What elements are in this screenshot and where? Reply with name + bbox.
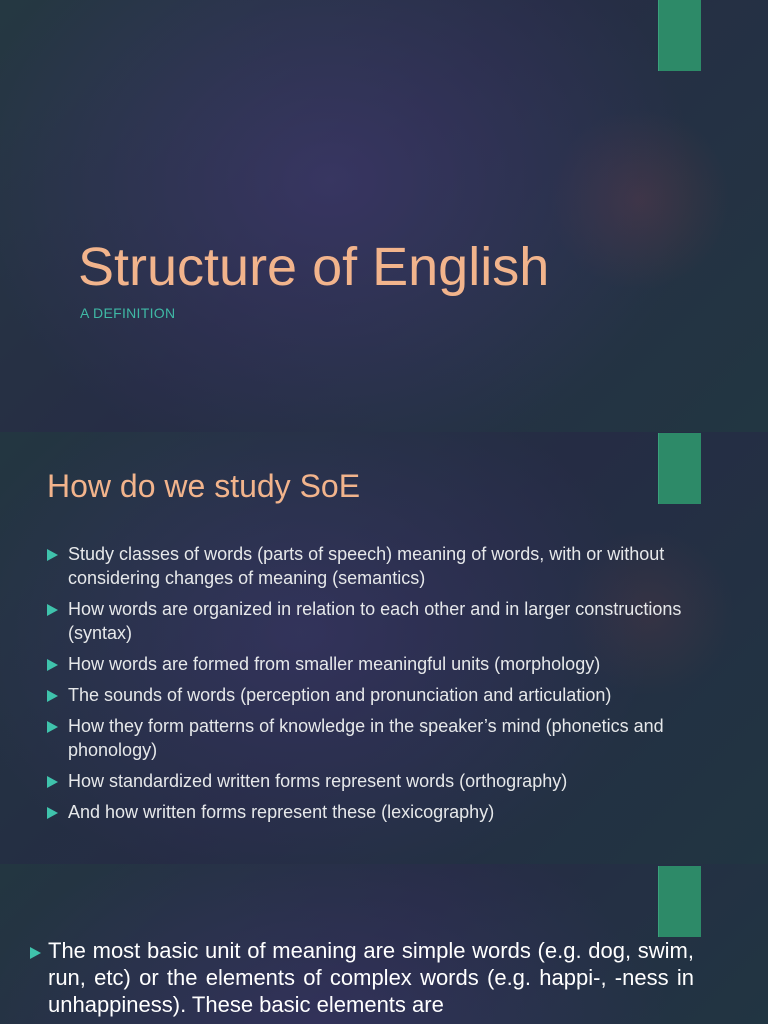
bullet-arrow-icon (47, 807, 58, 819)
slide-title (0, 0, 768, 432)
bullet-arrow-icon (47, 721, 58, 733)
bullet-text: How words are organized in relation to each other and in larger constructions (syntax) (68, 599, 682, 643)
bullet-arrow-icon (47, 604, 58, 616)
list-item (47, 652, 737, 676)
bullet-arrow-icon (47, 776, 58, 788)
slide-accent-tab (658, 866, 701, 937)
bullet-arrow-icon (30, 947, 41, 959)
slide-title-heading: Structure of English (78, 237, 550, 297)
bullet-text: The sounds of words (perception and pronunciation and articulation) (68, 685, 612, 705)
paragraph-text: The most basic unit of meaning are simple words (e.g. dog, swim, run, etc) or the elements of complex words (e.g. happi-, -ness in unhappiness). These basic elements are (48, 938, 694, 1017)
slide-basic-units (0, 864, 768, 1024)
slide-subtitle: A DEFINITION (80, 305, 176, 321)
bullet-arrow-icon (47, 549, 58, 561)
slide-study-methods (0, 432, 768, 864)
list-item (47, 542, 737, 590)
bullet-text: How standardized written forms represent words (orthography) (68, 771, 568, 791)
list-item (47, 683, 737, 707)
bullet-arrow-icon (47, 690, 58, 702)
slide-heading: How do we study SoE (47, 468, 361, 504)
bullet-arrow-icon (47, 659, 58, 671)
list-item (47, 800, 737, 824)
bullet-text: And how written forms represent these (lexicography) (68, 802, 495, 822)
slide-accent-tab (658, 0, 701, 71)
list-item (47, 597, 737, 645)
list-item (47, 769, 737, 793)
bullet-text: How they form patterns of knowledge in the speaker’s mind (phonetics and phonology) (68, 716, 664, 760)
bullet-text: Study classes of words (parts of speech) meaning of words, with or without considering changes of meaning (semantics) (68, 544, 665, 588)
slide-accent-tab (658, 433, 701, 504)
list-item (47, 714, 737, 762)
bullet-list (47, 542, 737, 831)
paragraph-block (30, 937, 694, 1018)
bullet-text: How words are formed from smaller meaningful units (morphology) (68, 654, 601, 674)
